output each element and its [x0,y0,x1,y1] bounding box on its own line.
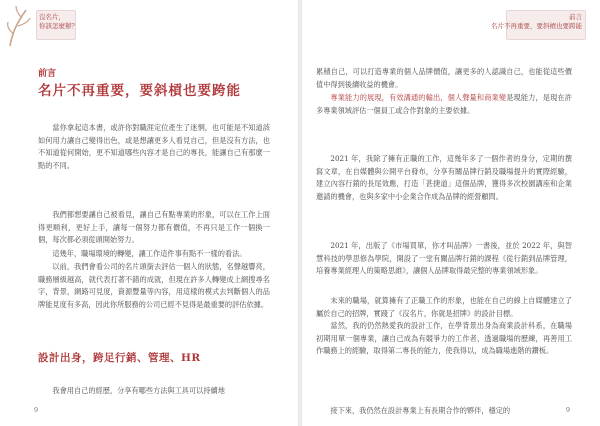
branch-ornament-icon [4,4,34,48]
paragraph: 未來的職場，就算擁有了正職工作的形象，也能在自己的線上自媒體建立了屬於自己的招牌，實踐了《沒名片，你就是招牌》的設計目標。 [316,296,572,318]
chapter-title: 名片不再重要，要斜槓也要跨能 [38,83,241,99]
paragraph: 以前，我們會看公司的名片頭銜去評估一個人的狀態，名聲越響亮，職務層級越高，就代表打著不錯的成就，但現在許多人轉變成上網搜尋名字，背景，網路可見度，資源豐量等內容，用這樣的模式去判斷個人的品牌能見度有多高，因此你所服務的公司已經不見得是最重要的評估依據。 [38,262,270,309]
running-header-line2: 名片不再重要，要斜槓也要跨能 [491,22,582,30]
paragraph: 我們都想要讓自己被看見，讓自己有點專業的形象，可以在工作上面得更順利，更好上手，讓每一個努力都有價值，不再只是工作一個換一個，每次都必須從頭開始努力。 [38,210,270,245]
paragraph-with-highlight [316,92,572,117]
paragraph-body: 是現能力，是現在許多專業領域評估一個員工或合作對象的主要依據。 [316,93,572,115]
running-header-line1: 沒名片， [39,13,65,21]
paragraph: 我會用自己的經歷，分享有哪些方法與工具可以持續地 [52,386,225,395]
running-header [39,13,78,31]
page-number: 9 [34,406,39,414]
right-page [302,0,600,426]
running-header-line1: 前言 [569,13,582,21]
paragraph: 這幾年，職場環境的轉變，讓工作這件事有點不一樣的看法。 [52,249,247,258]
page-number: 9 [565,406,570,414]
paragraph: 2021 年，出版了《市場買單，你才叫品牌》一書後，並於 2022 年，與智慧科技的學思修為學院，開設了一堂有關品牌行銷的課程《從行銷到品牌管理，培養專業經理人的策略思維》，讓個人品牌取得最完整的專業領域形象。 [316,241,572,276]
section-subtitle: 設計出身，跨足行銷、管理、HR [38,352,201,364]
left-page [0,0,298,426]
section-label: 前言 [38,69,57,79]
running-header-line2: 你該怎麼辦？ [39,22,78,30]
highlighted-text: 專業能力的展現，有效溝通的輸出，個人聲量和商業變 [330,93,507,102]
running-header [491,13,582,31]
paragraph: 接下來，我仍然在設計專業上有長期合作的夥伴，穩定的 [330,406,511,415]
paragraph: 累積自己，可以打造專業的個人品牌價值，讓更多的人認識自己，也能從這些價值中得到後續收益的機會。 [316,67,572,89]
paragraph: 當然，我的仍然熱愛我的設計工作，在學背景出身為商業設計科系，在職場初期用單一個專業，讓自己成為有競爭力的工作者，透過職場的歷練，再善用工作職務上的經驗，取得第二專長的能力，使我得以，成為職場進階的鑽板。 [316,321,572,356]
paragraph: 當你拿起這本書，或許你對職涯定位產生了迷惘，也可能是不知道該如何用力讓自己變得出色，或是想讓更多人看見自己，但是沒有方法，也不知道從何開始，更不知道哪些內容才是自己的專長，能讓自己有那麼一點的不同。 [38,123,270,170]
paragraph: 2021 年，我除了擁有正職的工作，這幾年多了一個作者的身分，定期的撰寫文章，在自媒體與公開平台發布，分享有關品牌行銷及職場提升的實際經驗，建立內容行銷的長尾效應，打造「甚捷道」這個品牌，獲得多次校園講座和企業邀請的機會，也與多家中小企業合作成為品牌的經營顧問。 [316,154,572,201]
